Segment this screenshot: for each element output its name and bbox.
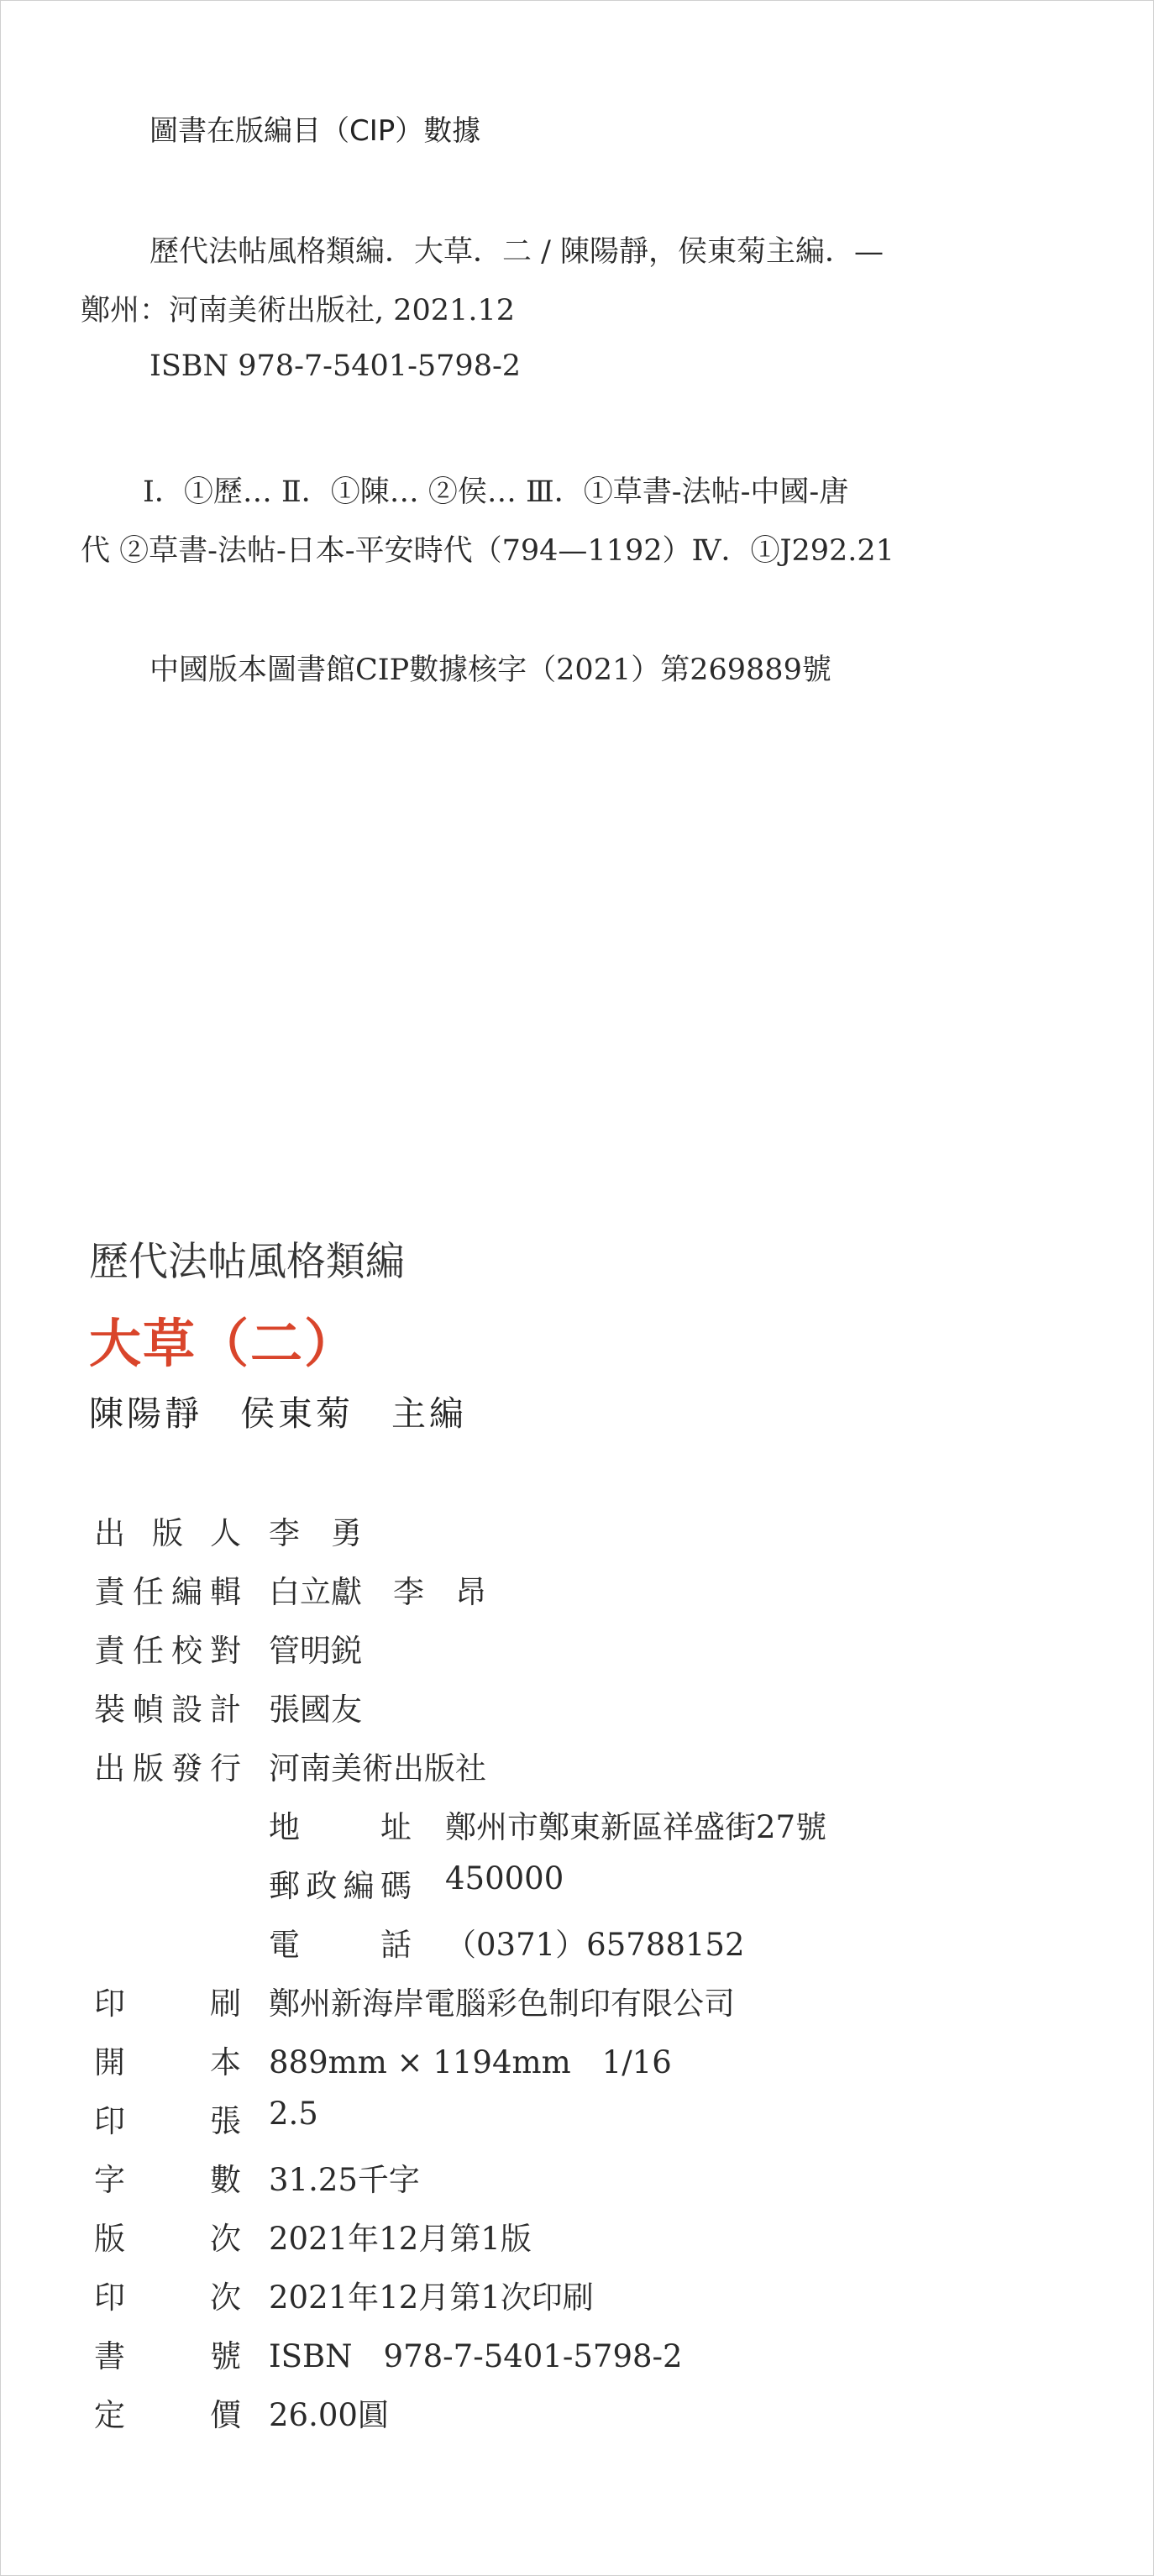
colophon-label: 印 刷 — [94, 1986, 241, 2022]
cip-classification-2: 代 ②草書-法帖-日本-平安時代（794—1192）Ⅳ．①J292.21 — [81, 534, 894, 568]
colophon-sublabel: 電 話 — [269, 1927, 412, 1963]
cip-heading: 圖書在版編目（CIP）數據 — [149, 114, 481, 148]
colophon-value: 張國友 — [269, 1692, 362, 1728]
cip-line-publisher: 鄭州：河南美術出版社, 2021.12 — [81, 294, 515, 328]
colophon-sublabel: 郵 政 編 碼 — [269, 1868, 412, 1904]
colophon-value: 450000 — [445, 1860, 564, 1897]
colophon-label: 字 數 — [94, 2162, 241, 2198]
colophon-label: 版 次 — [94, 2221, 241, 2257]
colophon-label: 書 號 — [94, 2338, 241, 2374]
book-title: 大草（二） — [89, 1313, 359, 1374]
cip-isbn: ISBN 978-7-5401-5798-2 — [149, 349, 522, 383]
colophon-label: 定 價 — [94, 2397, 241, 2433]
colophon-value: 31.25千字 — [269, 2162, 420, 2198]
cip-line-title: 歷代法帖風格類編．大草．二 / 陳陽靜，侯東菊主編．— — [149, 235, 884, 269]
colophon-value: 管明鋭 — [269, 1633, 362, 1669]
colophon-label: 印 次 — [94, 2280, 241, 2316]
colophon-label: 開 本 — [94, 2044, 241, 2080]
colophon-sublabel: 地 址 — [269, 1809, 412, 1845]
colophon-value: 2021年12月第1次印刷 — [269, 2280, 594, 2316]
colophon-label: 印 張 — [94, 2103, 241, 2139]
colophon-label: 責 任 校 對 — [94, 1633, 241, 1669]
colophon-value: 26.00圓 — [269, 2397, 389, 2433]
book-editors: 陳陽靜 侯東菊 主編 — [89, 1393, 467, 1434]
colophon-label: 責 任 編 輯 — [94, 1574, 241, 1610]
colophon-value: 河南美術出版社 — [269, 1750, 486, 1786]
colophon-value: 李 勇 — [269, 1515, 362, 1551]
colophon-label: 裝 幀 設 計 — [94, 1692, 241, 1728]
colophon-value: 889mm × 1194mm 1/16 — [269, 2044, 672, 2080]
colophon-value: 2021年12月第1版 — [269, 2221, 532, 2257]
cip-classification-1: Ⅰ．①歷… Ⅱ．①陳… ②侯… Ⅲ．①草書-法帖-中國-唐 — [143, 475, 849, 509]
colophon-value: 鄭州新海岸電腦彩色制印有限公司 — [269, 1986, 735, 2022]
colophon-label: 出 版 發 行 — [94, 1750, 241, 1786]
series-title: 歷代法帖風格類編 — [89, 1239, 405, 1285]
colophon-value: 白立獻 李 昂 — [269, 1574, 486, 1610]
colophon-value: （0371）65788152 — [445, 1927, 745, 1963]
colophon-value: 鄭州市鄭東新區祥盛街27號 — [445, 1809, 827, 1845]
colophon-value: ISBN 978-7-5401-5798-2 — [269, 2338, 683, 2374]
colophon-value: 2.5 — [269, 2096, 318, 2132]
cip-number: 中國版本圖書館CIP數據核字（2021）第269889號 — [149, 653, 831, 687]
colophon-label: 出 版 人 — [94, 1515, 241, 1551]
